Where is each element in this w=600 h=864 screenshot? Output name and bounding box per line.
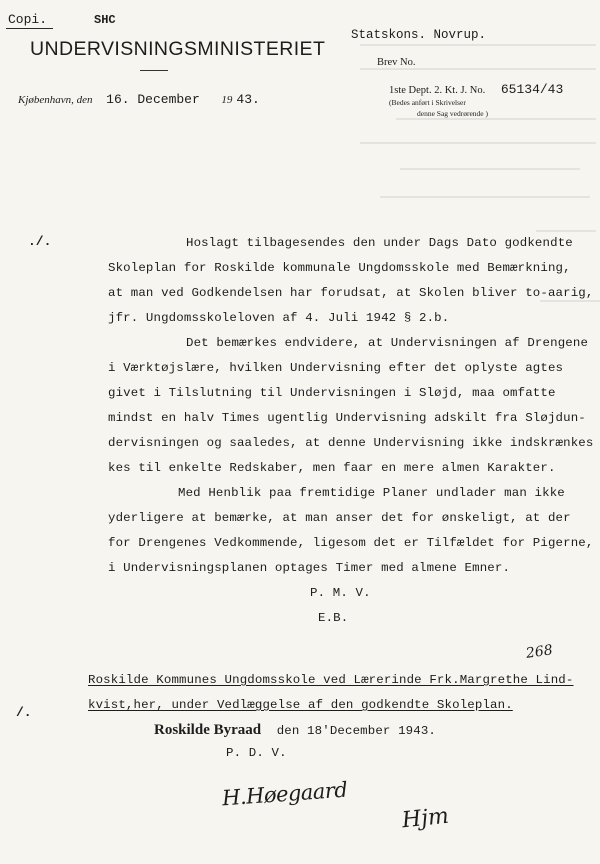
signoff-initials: E.B. <box>318 611 349 625</box>
letterhead-rule <box>140 70 168 71</box>
body-p3-line-1: Med Henblik paa fremtidige Planer undlader man ikke <box>178 486 565 500</box>
reference-note-2: denne Sag vedrørende ) <box>417 109 489 118</box>
initials-stamp: SHC <box>94 13 116 27</box>
body-p3-line-4: i Undervisningsplanen optages Timer med almene Emner. <box>108 561 511 575</box>
body-p1-line-2: Skoleplan for Roskilde kommunale Ungdomsskole med Bemærkning, <box>108 261 571 275</box>
forwarding-line-2: kvist,her, under Vedlæggelse af den godkendte Skoleplan. <box>88 698 513 712</box>
handwritten-signature: H.Høegaard <box>221 777 349 811</box>
body-p1-line-3: at man ved Godkendelsen har forudsat, at Skolen bliver to-aarig, <box>108 286 594 300</box>
city-date: Kjøbenhavn, den 16. December 19 43. <box>18 92 260 107</box>
handwritten-initials: Hjm <box>400 803 451 834</box>
addressee-top: Statskons. Novrup. <box>351 28 487 42</box>
reference-label: Brev No. <box>377 57 416 68</box>
signoff-pmv: P. M. V. <box>310 586 371 600</box>
body-p2-line-4: mindst en halv Times ugentlig Undervisning adskilt fra Sløjdun- <box>108 411 586 425</box>
body-p2-line-2: i Værktøjslære, hvilken Undervisning efter det oplyste agtes <box>108 361 564 375</box>
copy-stamp: Copi. <box>6 12 53 29</box>
body-p2-line-3: givet i Tilslutning til Undervisningen i Sløjd, maa omfatte <box>108 386 556 400</box>
body-p2-line-1: Det bemærkes endvidere, at Undervisningen af Drengene <box>186 336 589 350</box>
forwarding-line-1: Roskilde Kommunes Ungdomsskole ved Lærerinde Frk.Margrethe Lind- <box>88 673 574 687</box>
ministry-name: UNDERVISNINGSMINISTERIET <box>30 38 326 60</box>
forwarding-margin-mark: /. <box>16 705 32 720</box>
forwarding-office-date: Roskilde Byraad den 18'December 1943. <box>154 722 437 738</box>
body-p2-line-5: dervisningen og saaledes, at denne Undervisning ikke indskrænkes <box>108 436 594 450</box>
margin-mark-enclosure: ./. <box>28 234 52 249</box>
body-p3-line-2: yderligere at bemærke, at man anser det for ønskeligt, at der <box>108 511 571 525</box>
body-p2-line-6: kes til enkelte Redskaber, men faar en mere almen Karakter. <box>108 461 556 475</box>
reference-note-1: (Bedes anført i Skrivelser <box>389 98 466 107</box>
body-p3-line-3: for Drengenes Vedkommende, ligesom det er Tilfældet for Pigerne, <box>108 536 594 550</box>
reference-line: 1ste Dept. 2. Kt. J. No. 65134/43 <box>389 82 564 97</box>
body-p1-line-1: Hoslagt tilbagesendes den under Dags Dato godkendte <box>186 236 573 250</box>
body-p1-line-4: jfr. Ungdomsskoleloven af 4. Juli 1942 § 2.b. <box>108 311 450 325</box>
forwarding-signoff: P. D. V. <box>226 746 287 760</box>
handwritten-page-number: 268 <box>525 642 554 662</box>
